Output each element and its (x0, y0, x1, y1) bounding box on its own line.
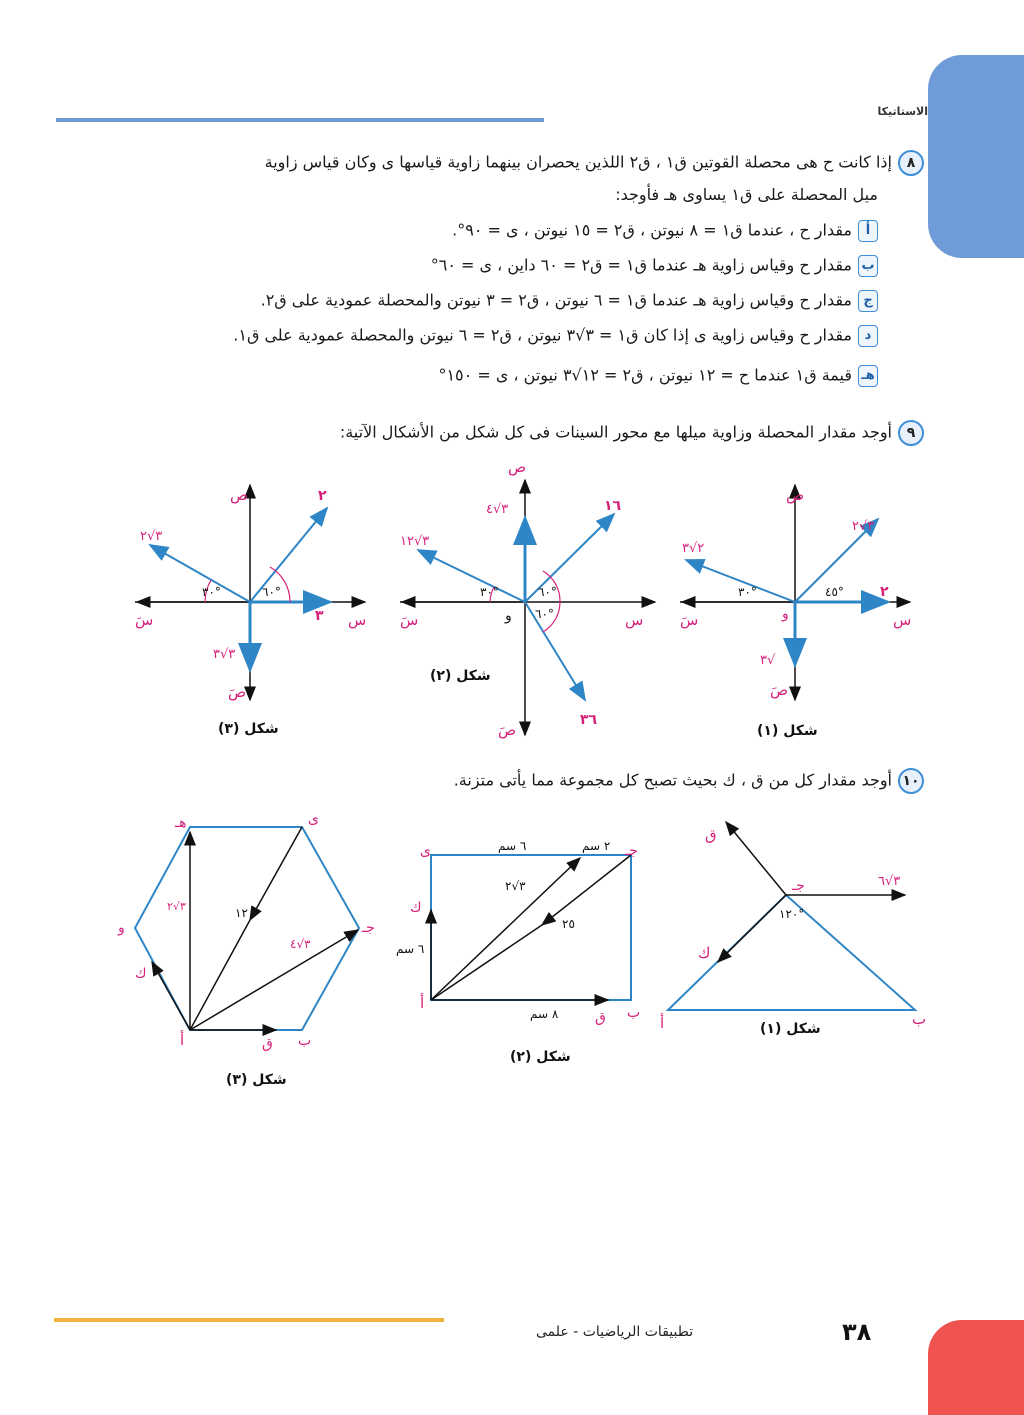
vertex-label: ب (627, 1005, 641, 1021)
q8-item-c (261, 290, 878, 312)
angle-label: ٦٠° (535, 607, 554, 621)
item-text: مقدار ح وقياس زاوية هـ عندما ق١ = ٦ نيوتن ، ق٢ = ٣ نيوتن والمحصلة عمودية على ق٢. (260, 290, 852, 310)
force-label: ٣√ (760, 653, 776, 668)
axis-label: صَ (770, 681, 789, 699)
dimension-label: ٦ سم (396, 942, 425, 956)
q9-figure-2 (400, 458, 655, 739)
vertex-label: أ (660, 1014, 665, 1032)
q10-line (454, 768, 924, 794)
item-label: ج (858, 290, 878, 312)
page-number: ٣٨ (842, 1318, 872, 1346)
force-label: ٣√٢ (167, 900, 186, 913)
axis-label: س (893, 611, 912, 629)
item-label: هـ (858, 365, 878, 387)
axis-label: سَ (680, 611, 699, 629)
q9-text: أوجد مقدار المحصلة وزاوية ميلها مع محور السينات فى كل شكل من الأشكال الآتية: (339, 422, 892, 442)
force-label: ٣√٤ (486, 502, 509, 517)
q9-number: ٩ (898, 420, 924, 446)
figure-caption: شكل (١) (760, 1021, 821, 1037)
force-label: ٢ (318, 488, 327, 504)
dimension-label: ٨ سم (530, 1007, 559, 1021)
axis-label: ص (508, 458, 527, 476)
item-text: قيمة ق١ عندما ح = ١٢ نيوتن ، ق٢ = ١٢√٣ نيوتن ، ى = ١٥٠° (438, 365, 852, 385)
force-label: ٣ (315, 608, 324, 624)
item-label: أ (858, 220, 878, 242)
q8-item-a (452, 220, 878, 242)
force-label: ق (595, 1010, 606, 1026)
vertex-label: ب (298, 1033, 312, 1049)
q9-line (340, 420, 924, 446)
force-arrow (150, 545, 250, 602)
dimension-label: ٦ سم (498, 839, 527, 853)
vertex-label: ب (912, 1010, 927, 1028)
force-label: ق (705, 826, 717, 844)
vertex-label: جـ (362, 920, 375, 936)
q10-number: ١٠ (898, 768, 924, 794)
figure-caption: شكل (١) (757, 723, 818, 739)
dimension-label: ٢ سم (582, 839, 611, 853)
axis-label: س (625, 611, 644, 629)
item-label: د (858, 325, 878, 347)
angle-label: ٦٠° (262, 585, 281, 599)
force-label: ٢√٣ (682, 541, 705, 556)
force-label: ك (698, 944, 711, 962)
force-label: ٣√٢ (140, 529, 163, 544)
figure-caption: شكل (٣) (218, 721, 279, 737)
angle-label: ٤٥° (825, 585, 844, 599)
force-label: ٢٥ (562, 917, 575, 931)
force-arrow (525, 602, 585, 700)
force-label: ١٦ (604, 498, 622, 514)
header-rule (56, 118, 544, 122)
page-tab (928, 1320, 1024, 1415)
q8-text: إذا كانت ح هى محصلة القوتين ق١ ، ق٢ اللذين يحصران بينهما زاوية قياسها ى وكان قياس زاوية (264, 152, 892, 172)
q10-figures (0, 810, 1024, 1100)
force-label: ٣√٤ (290, 937, 311, 951)
q8-line1 (265, 150, 924, 176)
force-label: ق (262, 1036, 273, 1052)
vertex-label: هـ (175, 815, 187, 831)
angle-label: ٣٠° (202, 585, 221, 599)
force-arrow (418, 550, 525, 602)
axis-label: صَ (228, 683, 247, 701)
vertex-label: ى (420, 843, 431, 859)
q8-item-d (233, 325, 878, 347)
force-label: ك (135, 966, 147, 982)
angle-label: ٦٠° (538, 585, 557, 599)
item-text: مقدار ح وقياس زاوية هـ عندما ق١ = ق٢ = ٦٠ داين ، ى = ٦٠° (430, 255, 852, 275)
force-label: ٣√٢ (852, 519, 875, 534)
axis-label: صَ (498, 721, 517, 739)
q8-number: ٨ (898, 150, 924, 176)
vertex-label: أ (180, 1031, 185, 1049)
vertex-label: جـ (625, 843, 638, 859)
angle-label: ٣٠° (738, 585, 757, 599)
q8-item-e (438, 365, 878, 387)
item-text: مقدار ح وقياس زاوية ى إذا كان ق١ = ٣√٣ نيوتن ، ق٢ = ٦ نيوتن والمحصلة عمودية على ق١. (233, 325, 852, 345)
q9-figure-3 (135, 485, 366, 737)
q9-figures (0, 455, 1024, 755)
force-label: ك (410, 900, 422, 916)
q10-figure-2 (396, 839, 640, 1065)
origin-label: و (505, 608, 512, 624)
q10-figure-1 (660, 822, 926, 1037)
q9-figure-1 (680, 485, 911, 739)
force-label: ٣√٢ (505, 879, 526, 893)
figure-caption: شكل (٢) (430, 668, 491, 684)
chapter-tab (928, 55, 1024, 258)
vertex-label: جـ (792, 878, 805, 894)
q10-figure-3 (117, 811, 375, 1088)
item-text: مقدار ح ، عندما ق١ = ٨ نيوتن ، ق٢ = ١٥ نيوتن ، ى = ٩٠°. (452, 220, 852, 240)
vertex-label: أ (420, 994, 425, 1012)
angle-label: ٣٠° (480, 585, 499, 599)
axis-label: سَ (400, 611, 419, 629)
force-label: ٣٦ (580, 712, 598, 728)
force-label: ٣√٣ (213, 647, 236, 662)
angle-label: ١٢٠° (779, 907, 805, 921)
q10-text: أوجد مقدار كل من ق ، ك بحيث تصبح كل مجموعة مما يأتى متزنة. (453, 770, 892, 790)
axis-label: ص (786, 486, 805, 504)
figure-caption: شكل (٢) (510, 1049, 571, 1065)
footer-rule (54, 1318, 444, 1322)
axis-label: س (348, 611, 367, 629)
force-label: ٣√٦ (878, 874, 901, 889)
force-label: ١٢ (235, 906, 248, 920)
vertex-label: و (118, 920, 125, 936)
section-title: الاستاتيكا (877, 105, 928, 118)
q8-line2: ميل المحصلة على ق١ يساوى هـ فأوجد: (615, 185, 878, 204)
axis-label: سَ (135, 611, 154, 629)
origin-label: و (782, 606, 789, 622)
axis-label: ص (230, 486, 249, 504)
q8-item-b (431, 255, 878, 277)
force-label: ٢ (880, 584, 889, 600)
item-label: ب (858, 255, 878, 277)
vertex-label: ى (308, 811, 319, 827)
footer-title: تطبيقات الرياضيات - علمى (536, 1324, 694, 1340)
figure-caption: شكل (٣) (226, 1072, 287, 1088)
force-label: ٣√١٢ (400, 534, 430, 549)
